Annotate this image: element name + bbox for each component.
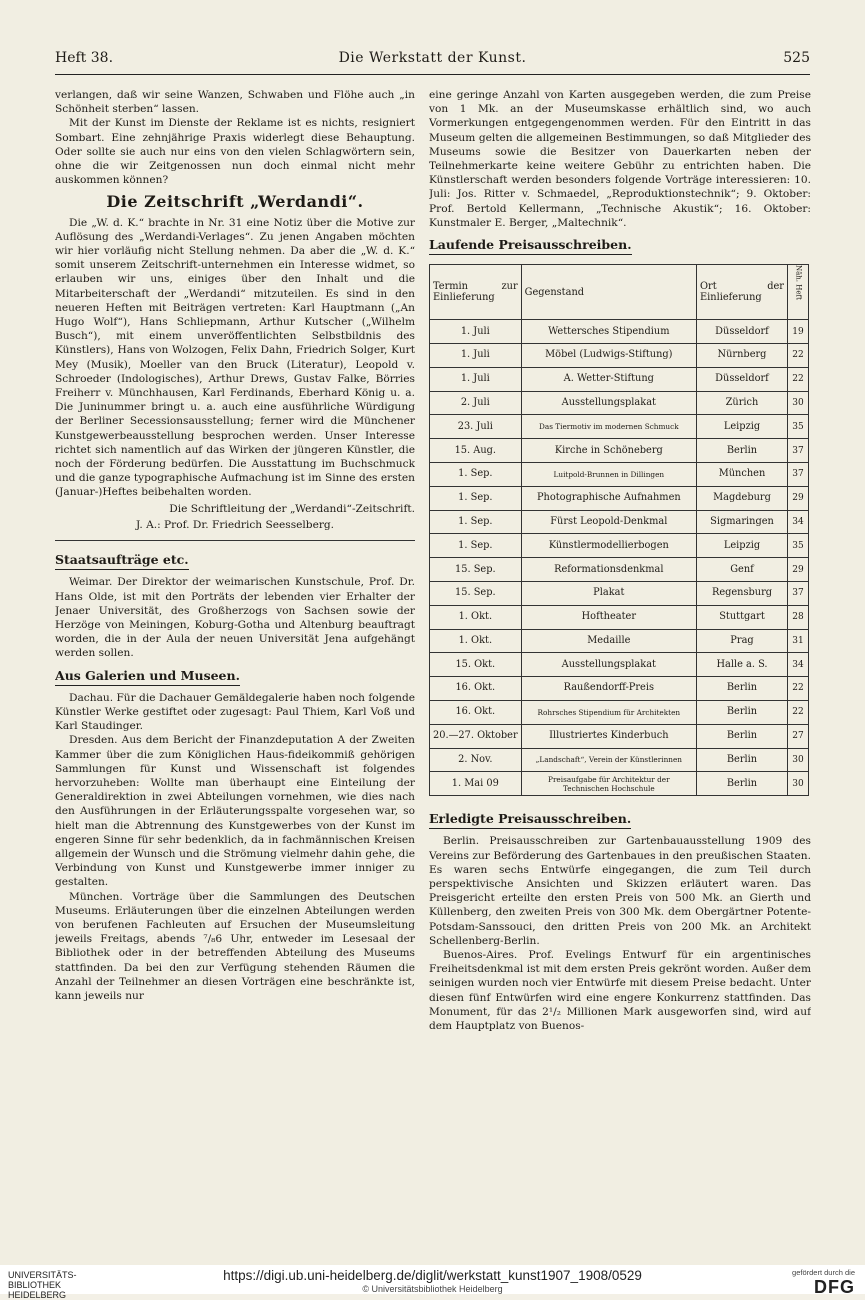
permalink-url[interactable]: https://digi.ub.uni-heidelberg.de/diglit/werkstatt_kunst1907_1908/0529 — [223, 1268, 642, 1283]
intro-paragraph-2: Mit der Kunst im Dienste der Reklame ist es nichts, resigniert Sombart. Eine zehnjährige Praxis widerlegt diese Behauptung. Oder sollte sie auch nur eins von den vielen Schlagwörtern sein, ohne die wir Zeitgenossen nun doch einmal nicht mehr auskommen können? — [55, 117, 415, 187]
cell-subject: Möbel (Ludwigs-Stiftung) — [521, 344, 696, 368]
table-row — [430, 439, 809, 463]
table-row — [430, 605, 809, 629]
cell-place: Nürnberg — [697, 344, 788, 368]
cell-place: Berlin — [697, 677, 788, 701]
cell-date: 15. Sep. — [430, 582, 522, 606]
cell-date: 1. Juli — [430, 344, 522, 368]
galerien-heading: Aus Galerien und Museen. — [55, 669, 240, 686]
table-row — [430, 772, 809, 796]
cell-place: Zürich — [697, 391, 788, 415]
table-body — [430, 320, 809, 796]
table-row — [430, 558, 809, 582]
cell-subject: Ausstellungsplakat — [521, 391, 696, 415]
dachau-paragraph: Dachau. Für die Dachauer Gemäldegalerie haben noch folgende Künstler Werke gestiftet oder zugesagt: Paul Thiem, Karl Voß und Karl Staudinger. — [55, 691, 415, 733]
cell-issue: 30 — [788, 748, 809, 772]
journal-title: Die Werkstatt der Kunst. — [338, 50, 527, 66]
cell-issue: 19 — [788, 320, 809, 344]
cell-place: Magdeburg — [697, 486, 788, 510]
cell-date: 20.—27. Oktober — [430, 724, 522, 748]
werdandi-signature-name: J. A.: Prof. Dr. Friedrich Seesselberg. — [135, 518, 335, 531]
cell-date: 1. Sep. — [430, 486, 522, 510]
cell-subject: Luitpold-Brunnen in Dillingen — [521, 463, 696, 487]
cell-issue: 22 — [788, 367, 809, 391]
cell-date: 1. Okt. — [430, 605, 522, 629]
table-row — [430, 320, 809, 344]
cell-place: Leipzig — [697, 415, 788, 439]
right-column — [429, 88, 811, 1088]
table-row — [430, 724, 809, 748]
cell-subject: Preisaufgabe für Architektur der Technischen Hochschule — [521, 772, 696, 796]
cell-subject: Kirche in Schöneberg — [521, 439, 696, 463]
cell-subject: Das Tiermotiv im modernen Schmuck — [521, 415, 696, 439]
cell-subject: A. Wetter-Stiftung — [521, 367, 696, 391]
cell-issue: 35 — [788, 534, 809, 558]
cell-issue: 22 — [788, 700, 809, 724]
cell-place: Düsseldorf — [697, 367, 788, 391]
cell-place: Berlin — [697, 439, 788, 463]
cell-place: Prag — [697, 629, 788, 653]
dresden-paragraph: Dresden. Aus dem Bericht der Finanzdeputation A der Zweiten Kammer über die zum Königlichen Haus-fideikommiß gehörigen Sammlungen für Kunst und Wissenschaft ist folgendes hervorzuheben: Wollte man überhaupt eine Einteilung der Generaldirektion in zwei Abteilungen vornehmen, wie dies nach den Ausführungen in der Erläuterungsspalte vorgesehen war, so hielt man die Abtrennung des Kunstgewerbes von der Kunst im engeren Sinne für sehr bedenklich, da in fachmännischen Kreisen allgemein der Wunsch und die Strömung vielmehr dahin gehe, die Verbindung von Kunst und Kunstgewerbe immer inniger zu gestalten. — [55, 734, 415, 889]
cell-date: 1. Mai 09 — [430, 772, 522, 796]
berlin-paragraph: Berlin. Preisausschreiben zur Gartenbauausstellung 1909 des Vereins zur Beförderung des Gartenbaues in den preußischen Staaten. Es waren sechs Entwürfe eingegangen, die zum Teil durch perspektivische Ansichten und Skizzen erläutert waren. Das Preisgericht erteilte den ersten Preis von 500 Mk. an Gierth und Küllenberg, den zweiten Preis von 300 Mk. dem Obergärtner Potente-Potsdam-Sanssouci, den dritten Preis von 200 Mk. an Architekt Schellenberg-Berlin. — [429, 835, 811, 947]
cell-place: Sigmaringen — [697, 510, 788, 534]
header-rule — [55, 74, 810, 75]
cell-subject: Photographische Aufnahmen — [521, 486, 696, 510]
copyright-notice: © Universitätsbibliothek Heidelberg — [362, 1284, 503, 1294]
library-name-line-2: BIBLIOTHEK — [8, 1280, 62, 1290]
table-row — [430, 582, 809, 606]
cell-issue: 22 — [788, 677, 809, 701]
cell-issue: 35 — [788, 415, 809, 439]
table-row — [430, 391, 809, 415]
cell-place: München — [697, 463, 788, 487]
cell-issue: 28 — [788, 605, 809, 629]
table-row — [430, 534, 809, 558]
library-name-line-3: HEIDELBERG — [8, 1290, 67, 1300]
weimar-paragraph: Weimar. Der Direktor der weimarischen Kunstschule, Prof. Dr. Hans Olde, ist mit den Porträts der lebenden vier Erhalter der Jenaer Universität, des Großherzogs von Sachsen sowie der Herzöge von Meiningen, Koburg-Gotha und Altenburg beauftragt worden, die in der Aula der neuen Universität Jena aufgehängt werden sollen. — [55, 576, 415, 660]
cell-date: 23. Juli — [430, 415, 522, 439]
erledigte-heading: Erledigte Preisausschreiben. — [429, 812, 631, 829]
cell-date: 2. Nov. — [430, 748, 522, 772]
cell-place: Berlin — [697, 748, 788, 772]
cell-date: 2. Juli — [430, 391, 522, 415]
muenchen-paragraph: München. Vorträge über die Sammlungen des Deutschen Museums. Erläuterungen über die einzelnen Abteilungen werden von berufenen Fachleuten auf Ersuchen der Museumsleitung jeweils Freitags, abends ⁷/₈6 Uhr, entweder im Lesesaal der Bibliothek oder in der betreffenden Abteilung des Museums stattfinden. Da bei den zur Verfügung stehenden Räumen die Anzahl der Teilnehmer an diesen Vorträgen eine beschränkte ist, kann jeweils nur — [55, 890, 415, 1002]
cell-issue: 30 — [788, 391, 809, 415]
cell-date: 16. Okt. — [430, 700, 522, 724]
buenos-aires-paragraph: Buenos-Aires. Prof. Evelings Entwurf für ein argentinisches Freiheitsdenkmal ist mit dem ersten Preis gekrönt worden. Außer dem seinigen wurden noch vier Entwürfe mit diesem Preise bedacht. Unter diesen fünf Entwürfen wird eine engere Konkurrenz stattfinden. Das Monument, für das 2¹/₂ Millionen Mark ausgeworfen sind, wird auf dem Hauptplatz von Buenos- — [429, 949, 811, 1033]
issue-label: Heft 38. — [55, 50, 114, 66]
cell-date: 15. Aug. — [430, 439, 522, 463]
cell-subject: Plakat — [521, 582, 696, 606]
cell-issue: 31 — [788, 629, 809, 653]
competition-table — [429, 264, 809, 796]
table-row — [430, 344, 809, 368]
cell-issue: 29 — [788, 486, 809, 510]
cell-subject: Raußendorff-Preis — [521, 677, 696, 701]
table-row — [430, 677, 809, 701]
cell-subject: Rohrsches Stipendium für Architekten — [521, 700, 696, 724]
cell-place: Leipzig — [697, 534, 788, 558]
table-header-row — [430, 265, 809, 320]
table-row — [430, 653, 809, 677]
cell-subject: Fürst Leopold-Denkmal — [521, 510, 696, 534]
staat-heading: Staatsaufträge etc. — [55, 553, 189, 570]
cell-place: Berlin — [697, 772, 788, 796]
cell-date: 1. Sep. — [430, 510, 522, 534]
cell-subject: Künstlermodellierbogen — [521, 534, 696, 558]
cell-place: Regensburg — [697, 582, 788, 606]
header-issue: Näh. Heft — [788, 265, 809, 320]
section-divider — [55, 540, 415, 541]
cell-place: Halle a. S. — [697, 653, 788, 677]
cell-place: Stuttgart — [697, 605, 788, 629]
cell-subject: Medaille — [521, 629, 696, 653]
table-row — [430, 629, 809, 653]
cell-date: 1. Juli — [430, 367, 522, 391]
intro-paragraph-1: verlangen, daß wir seine Wanzen, Schwaben und Flöhe auch „in Schönheit sterben“ lassen. — [55, 89, 415, 116]
table-row — [430, 510, 809, 534]
cell-date: 1. Okt. — [430, 629, 522, 653]
page-number: 525 — [783, 50, 810, 66]
cell-date: 1. Sep. — [430, 534, 522, 558]
cell-issue: 37 — [788, 582, 809, 606]
laufende-heading: Laufende Preisausschreiben. — [429, 238, 632, 255]
table-row — [430, 367, 809, 391]
cell-issue: 22 — [788, 344, 809, 368]
continuation-paragraph: eine geringe Anzahl von Karten ausgegeben werden, die zum Preise von 1 Mk. an der Museumskasse erhältlich sind, wo auch Vormerkungen entgegengenommen werden. Für den Eintritt in das Museum gelten die allgemeinen Bestimmungen, so daß Mitglieder des Museums sowie die Besitzer von Dauerkarten neben der Teilnehmerkarte keine weitere Gebühr zu entrichten haben. Die Künstlerschaft werden besonders folgende Vorträge interessieren: 10. Juli: Jos. Ritter v. Schmaedel, „Reproduktionstechnik“; 9. Oktober: Prof. Bertold Kellermann, „Technische Akustik“; 16. Oktober: Kunstmaler E. Berger, „Maltechnik“. — [429, 89, 811, 229]
cell-place: Berlin — [697, 700, 788, 724]
cell-date: 1. Sep. — [430, 463, 522, 487]
left-column — [55, 88, 415, 1088]
cell-subject: „Landschaft“, Verein der Künstlerinnen — [521, 748, 696, 772]
funder-logo-text: DFG — [814, 1277, 855, 1297]
cell-subject: Illustriertes Kinderbuch — [521, 724, 696, 748]
werdandi-paragraph: Die „W. d. K.“ brachte in Nr. 31 eine Notiz über die Motive zur Auflösung des „Werdandi-Verlages“. Zu jenen Angaben möchten wir hier vorläufig nicht Stellung nehmen. Da aber die „W. d. K.“ somit unserem Zeitschrift-unternehmen ein Interesse widmet, so erlauben wir uns, einiges über den Inhalt und die Mitarbeiterschaft der „Werdandi“ mitzuteilen. Es sind in den neueren Heften mit Beiträgen vertreten: Karl Hauptmann („An Hugo Wolf“), Hans Schliepmann, Arthur Kutscher („Wilhelm Busch“), mit einem unveröffentlichten Selbstbildnis des Künstlers), Hans von Wolzogen, Felix Dahn, Friedrich Solger, Kurt Mey (Musik), Moeller van den Bruck (Literatur), Leopold v. Schroeder (Indologisches), Arthur Drews, Gustav Falke, Börries Freiherr v. Münchhausen, Karl Ferdinands, Eberhard König u. a. Die Juninummer bringt u. a. auch eine ausführliche Würdigung der Berliner Secessionsausstellung; ferner wird die Münchener Kunstgewerbeausstellung besprochen werden. Unser Interesse richtet sich namentlich auf das Wirken der jüngeren Künstler, die noch der Förderung bedürfen. Die Ausstattung im Buchschmuck und die ganze typographische Aufmachung ist im Sinne des ersten (Januar-)Heftes beibehalten worden. — [55, 216, 415, 499]
cell-place: Düsseldorf — [697, 320, 788, 344]
cell-subject: Wettersches Stipendium — [521, 320, 696, 344]
cell-date: 15. Sep. — [430, 558, 522, 582]
cell-place: Genf — [697, 558, 788, 582]
table-row — [430, 486, 809, 510]
cell-issue: 30 — [788, 772, 809, 796]
header-place: Ort der Einlieferung — [697, 265, 788, 320]
library-name-line-1: UNIVERSITÄTS- — [8, 1270, 77, 1280]
table-row — [430, 463, 809, 487]
werdandi-signature: Die Schriftleitung der „Werdandi“-Zeitschrift. — [169, 502, 415, 515]
header-subject: Gegenstand — [521, 265, 696, 320]
cell-issue: 29 — [788, 558, 809, 582]
cell-subject: Reformationsdenkmal — [521, 558, 696, 582]
cell-subject: Hoftheater — [521, 605, 696, 629]
header-date: Termin zur Einlieferung — [430, 265, 522, 320]
cell-place: Berlin — [697, 724, 788, 748]
cell-issue: 34 — [788, 653, 809, 677]
cell-issue: 37 — [788, 439, 809, 463]
cell-date: 15. Okt. — [430, 653, 522, 677]
cell-issue: 34 — [788, 510, 809, 534]
cell-subject: Ausstellungsplakat — [521, 653, 696, 677]
cell-issue: 27 — [788, 724, 809, 748]
cell-issue: 37 — [788, 463, 809, 487]
table-row — [430, 415, 809, 439]
running-header — [55, 46, 810, 72]
table-row — [430, 700, 809, 724]
cell-date: 1. Juli — [430, 320, 522, 344]
werdandi-heading: Die Zeitschrift „Werdandi“. — [106, 192, 364, 212]
funder-text: gefördert durch die — [792, 1268, 855, 1277]
table-row — [430, 748, 809, 772]
cell-date: 16. Okt. — [430, 677, 522, 701]
